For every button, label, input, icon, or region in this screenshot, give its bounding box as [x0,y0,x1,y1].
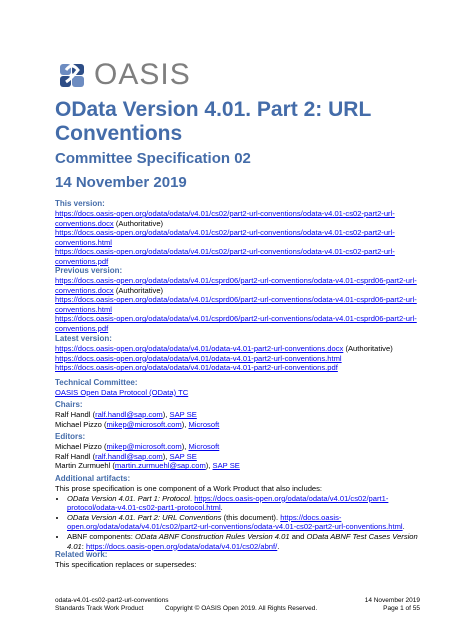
authoritative-note: (Authoritative) [115,218,164,228]
previous-version-label: Previous version: [55,266,123,275]
authoritative-note: (Authoritative) [345,344,393,353]
email-link[interactable]: martin.zurmuehl@sap.com [114,461,206,471]
latest-version-html-link[interactable]: https://docs.oasis-open.org/odata/odata/v4.01/odata-v4.01-part2-url-conventions.html [55,353,342,363]
artifacts-intro: This prose specification is one component of a Work Product that also includes: [55,484,323,493]
email-link[interactable]: mikep@microsoft.com [106,419,182,429]
list-item: • ABNF components: OData ABNF Construction Rules Version 4.01 and OData ABNF Test Cases Version 4.01: https://docs.oasis-open.org/odata/odata/v4.01/cs02/abnf/. [67,532,420,551]
technical-committee-link[interactable]: OASIS Open Data Protocol (OData) TC [55,388,189,397]
chairs-section [55,400,420,429]
document-title: OData Version 4.01. Part 2: URL Conventions [55,98,371,145]
this-version-html-link[interactable]: https://docs.oasis-open.org/odata/odata/v4.01/cs02/part2-url-conventions/odata-v4.01-cs02-part2-url-conventions.html [55,228,395,247]
this-version-section [55,199,420,267]
list-item: • OData Version 4.01. Part 1: Protocol. https://docs.oasis-open.org/odata/odata/v4.01/cs02/part1-protocol/odata-v4.01-cs02-part1-protocol.html. [67,494,420,513]
person-name: Ralf Handl [55,410,91,419]
artifacts-list [55,494,420,552]
artifact-title: OData Version 4.01. Part 1: Protocol [67,493,190,503]
org-link[interactable]: SAP SE [169,451,197,461]
org-link[interactable]: SAP SE [169,410,197,419]
editor-row: Martin Zurmuehl (martin.zurmuehl@sap.com), SAP SE [55,461,240,471]
technical-committee-label: Technical Committee: [55,378,138,387]
artifact-link[interactable]: https://docs.oasis-open.org/odata/odata/v4.01/cs02/part2-url-conventions/odata-v4.01-cs02-part2-url-conventions.html [67,512,403,532]
oasis-logo [58,58,191,92]
editors-section [55,432,420,471]
artifact-link[interactable]: https://docs.oasis-open.org/odata/odata/v4.01/cs02/abnf/ [86,541,278,551]
person-name: Ralf Handl [55,451,91,461]
org-link[interactable]: Microsoft [188,419,220,429]
artifact-title: OData Version 4.01. Part 2: URL Conventions [67,512,222,522]
latest-version-docx-link[interactable]: https://docs.oasis-open.org/odata/odata/v4.01/odata-v4.01-part2-url-conventions.docx [55,344,344,353]
this-version-label: This version: [55,199,105,208]
footer-page-number: Page 1 of 55 [383,605,420,612]
additional-artifacts-section [55,474,420,551]
previous-version-section [55,266,420,334]
artifact-title: OData ABNF Test Cases Version 4.01 [67,531,418,551]
previous-version-pdf-link[interactable]: https://docs.oasis-open.org/odata/odata/v4.01/csprd06/part2-url-conventions/odata-v4.01-csprd06-part2-url-conventions.pdf [55,314,417,333]
artifact-prefix: ABNF components: [67,531,135,541]
chair-row: Ralf Handl (ralf.handl@sap.com), SAP SE [55,410,197,419]
person-name: Martin Zurmuehl [55,461,111,471]
spec-date: 14 November 2019 [55,174,187,191]
chairs-label: Chairs: [55,400,83,409]
chair-row: Michael Pizzo (mikep@microsoft.com), Microsoft [55,419,220,429]
email-link[interactable]: ralf.handl@sap.com [95,451,163,461]
artifact-suffix: . [402,522,405,532]
additional-artifacts-label: Additional artifacts: [55,474,131,483]
artifact-link[interactable]: https://docs.oasis-open.org/odata/odata/v4.01/cs02/part1-protocol/odata-v4.01-cs02-part1-protocol.html [67,493,389,513]
this-version-docx [55,209,420,228]
org-link[interactable]: Microsoft [188,442,220,451]
related-work-text: This specification replaces or supersedes: [55,560,197,569]
email-link[interactable]: ralf.handl@sap.com [95,410,163,419]
artifact-mid: and [289,531,307,541]
person-name: Michael Pizzo [55,419,102,429]
person-name: Michael Pizzo [55,442,102,451]
oasis-logo-text: OASIS [94,58,191,91]
latest-version-pdf-link[interactable]: https://docs.oasis-open.org/odata/odata/v4.01/odata-v4.01-part2-url-conventions.pdf [55,363,338,373]
artifact-suffix: . [277,541,280,551]
footer-copyright: Copyright © OASIS Open 2019. All Rights Reserved. [165,605,318,612]
editor-row: Ralf Handl (ralf.handl@sap.com), SAP SE [55,451,197,461]
authoritative-note: (Authoritative) [115,285,164,295]
oasis-logo-icon [58,60,88,90]
footer-doc-id: odata-v4.01-cs02-part2-url-conventions [55,597,169,604]
related-work-section [55,550,420,570]
artifact-suffix: . [220,503,223,513]
footer-date: 14 November 2019 [364,597,420,604]
email-link[interactable]: mikep@microsoft.com [106,442,182,451]
previous-version-docx-link[interactable]: https://docs.oasis-open.org/odata/odata/v4.01/csprd06/part2-url-conventions/odata-v4.01-csprd06-part2-url-conventions.docx [55,276,417,295]
related-work-label: Related work: [55,550,108,559]
this-version-pdf-link[interactable]: https://docs.oasis-open.org/odata/odata/v4.01/cs02/part2-url-conventions/odata-v4.01-cs02-part2-url-conventions.pdf [55,247,395,266]
artifact-note: (this document). [223,512,279,522]
technical-committee-section [55,378,420,398]
latest-version-section [55,334,420,373]
editor-row: Michael Pizzo (mikep@microsoft.com), Microsoft [55,442,220,451]
latest-version-label: Latest version: [55,334,112,343]
footer-track: Standards Track Work Product [55,605,144,612]
this-version-docx-link[interactable]: https://docs.oasis-open.org/odata/odata/v4.01/cs02/part2-url-conventions/odata-v4.01-cs02-part2-url-conventions.docx [55,209,395,228]
list-item [67,513,420,532]
spec-type: Committee Specification 02 [55,150,251,167]
editors-label: Editors: [55,432,86,441]
artifact-title: OData ABNF Construction Rules Version 4.01 [134,531,290,541]
previous-version-html-link[interactable]: https://docs.oasis-open.org/odata/odata/v4.01/csprd06/part2-url-conventions/odata-v4.01-csprd06-part2-url-conventions.html [55,295,417,314]
org-link[interactable]: SAP SE [212,461,240,471]
